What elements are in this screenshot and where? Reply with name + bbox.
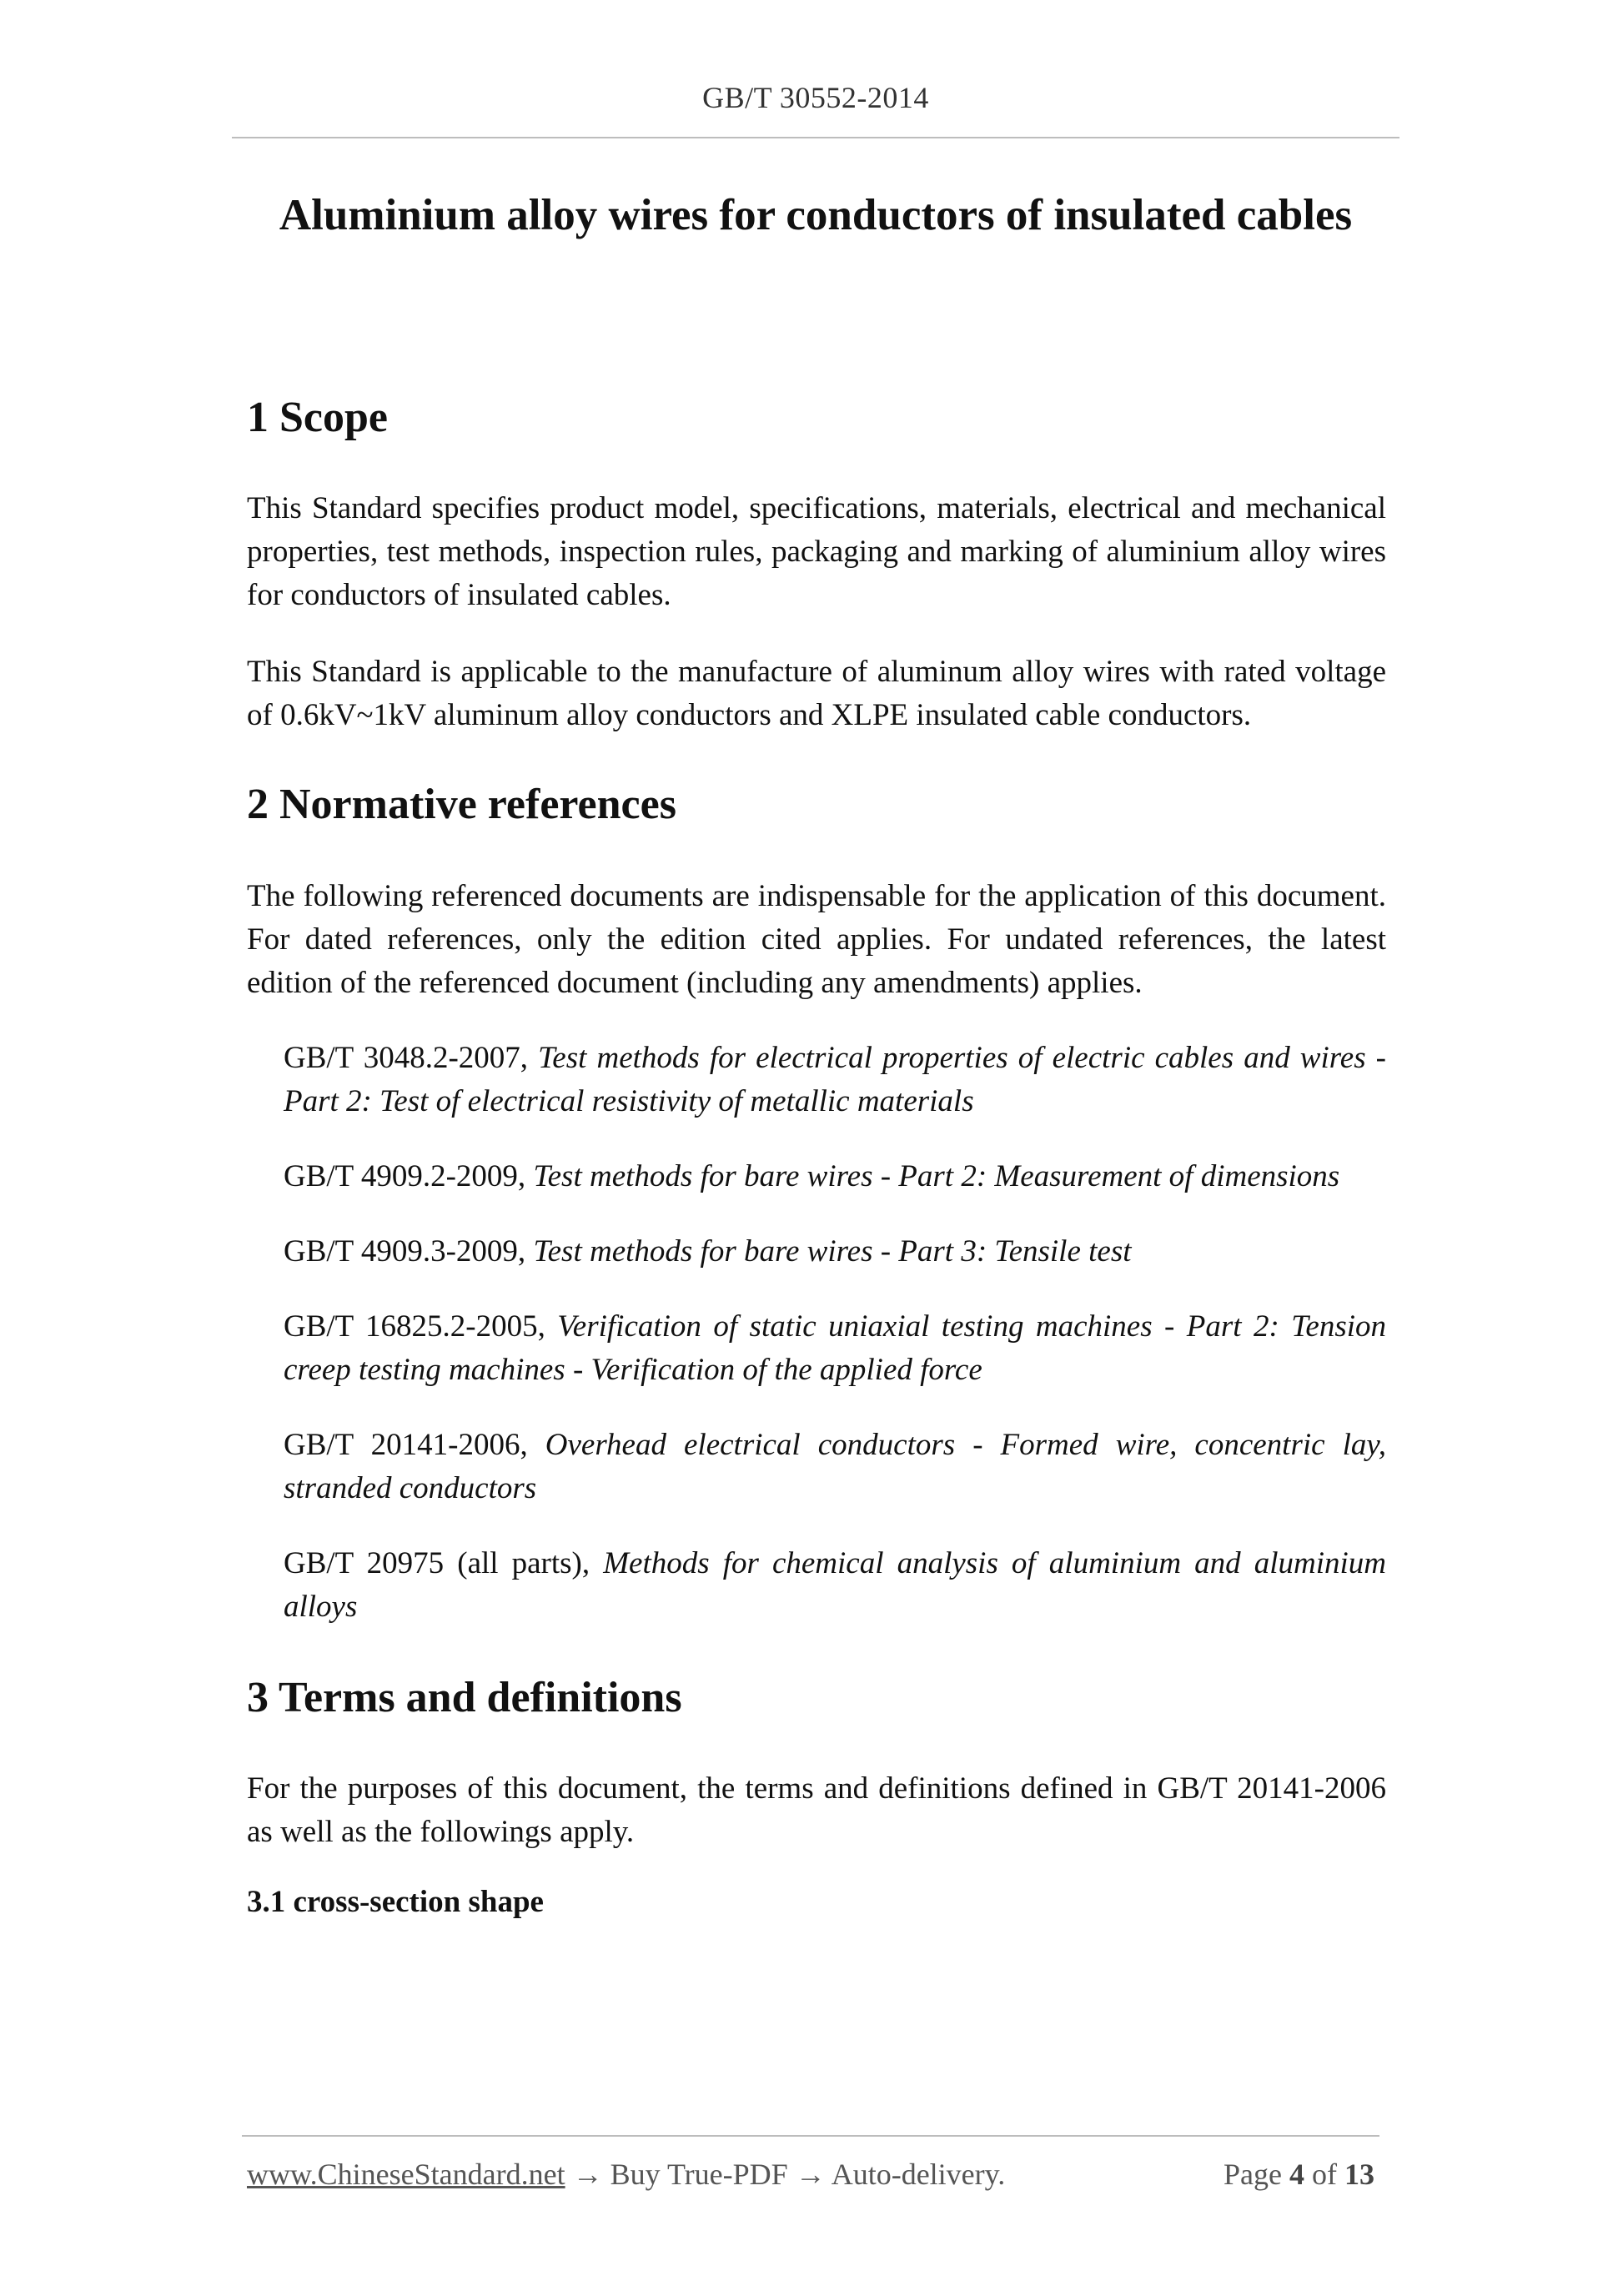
footer-promo — [247, 2157, 1005, 2192]
section-2-heading: 2 Normative references — [247, 781, 676, 829]
terms-intro: For the purposes of this document, the terms and definitions defined in GB/T 20141-2006 as well as the followings apply. — [247, 1771, 1386, 1850]
subsection-3-1-heading: 3.1 cross-section shape — [247, 1885, 544, 1920]
document-code-header: GB/T 30552-2014 — [702, 81, 929, 114]
reference-item: GB/T 4909.3-2009, Test methods for bare wires - Part 3: Tensile test — [284, 1233, 1132, 1269]
reference-item: GB/T 4909.2-2009, Test methods for bare wires - Part 2: Measurement of dimensions — [284, 1158, 1340, 1193]
document-title: Aluminium alloy wires for conductors of insulated cables — [279, 191, 1353, 239]
current-page: 4 — [1289, 2158, 1304, 2191]
scope-paragraph-2: This Standard is applicable to the manufacture of aluminum alloy wires with rated voltage of 0.6kV~1kV aluminum alloy conductors and XLPE insulated cable conductors. — [247, 655, 1386, 733]
reference-item: GB/T 3048.2-2007, Test methods for electrical properties of electric cables and wires - Part 2: Test of electrical resistivity of metallic materials — [284, 1040, 1387, 1118]
header-rule — [232, 137, 1399, 138]
footer-rule — [242, 2135, 1379, 2137]
reference-item: GB/T 20141-2006, Overhead electrical conductors - Formed wire, concentric lay, stranded conductors — [284, 1427, 1386, 1505]
page-number: Page 4 of 13 — [1224, 2158, 1374, 2191]
document-body — [247, 392, 1386, 1922]
arrow-right-icon: → — [795, 2158, 826, 2191]
arrow-right-icon: → — [572, 2158, 603, 2191]
scope-paragraph-1: This Standard specifies product model, specifications, materials, electrical and mechanical properties, test methods, inspection rules, packaging and marking of aluminium alloy wires for conductors of insulated cables. — [247, 491, 1386, 613]
auto-delivery-text: Auto-delivery. — [831, 2158, 1006, 2191]
site-link[interactable]: www.ChineseStandard.net — [247, 2158, 565, 2191]
section-1-heading: 1 Scope — [247, 394, 388, 441]
reference-item: GB/T 16825.2-2005, Verification of static uniaxial testing machines - Part 2: Tension creep testing machines - Verification of the applied force — [284, 1309, 1386, 1387]
references-intro: The following referenced documents are indispensable for the application of this document. For dated references, only the edition cited applies. For undated references, the latest edition of the referenced document (including any amendments) applies. — [247, 878, 1386, 1000]
total-pages: 13 — [1344, 2158, 1374, 2191]
buy-true-pdf-text: Buy True-PDF — [610, 2158, 788, 2191]
section-3-heading: 3 Terms and definitions — [247, 1673, 682, 1721]
reference-item: GB/T 20975 (all parts), Methods for chemical analysis of aluminium and aluminium alloys — [284, 1545, 1386, 1624]
